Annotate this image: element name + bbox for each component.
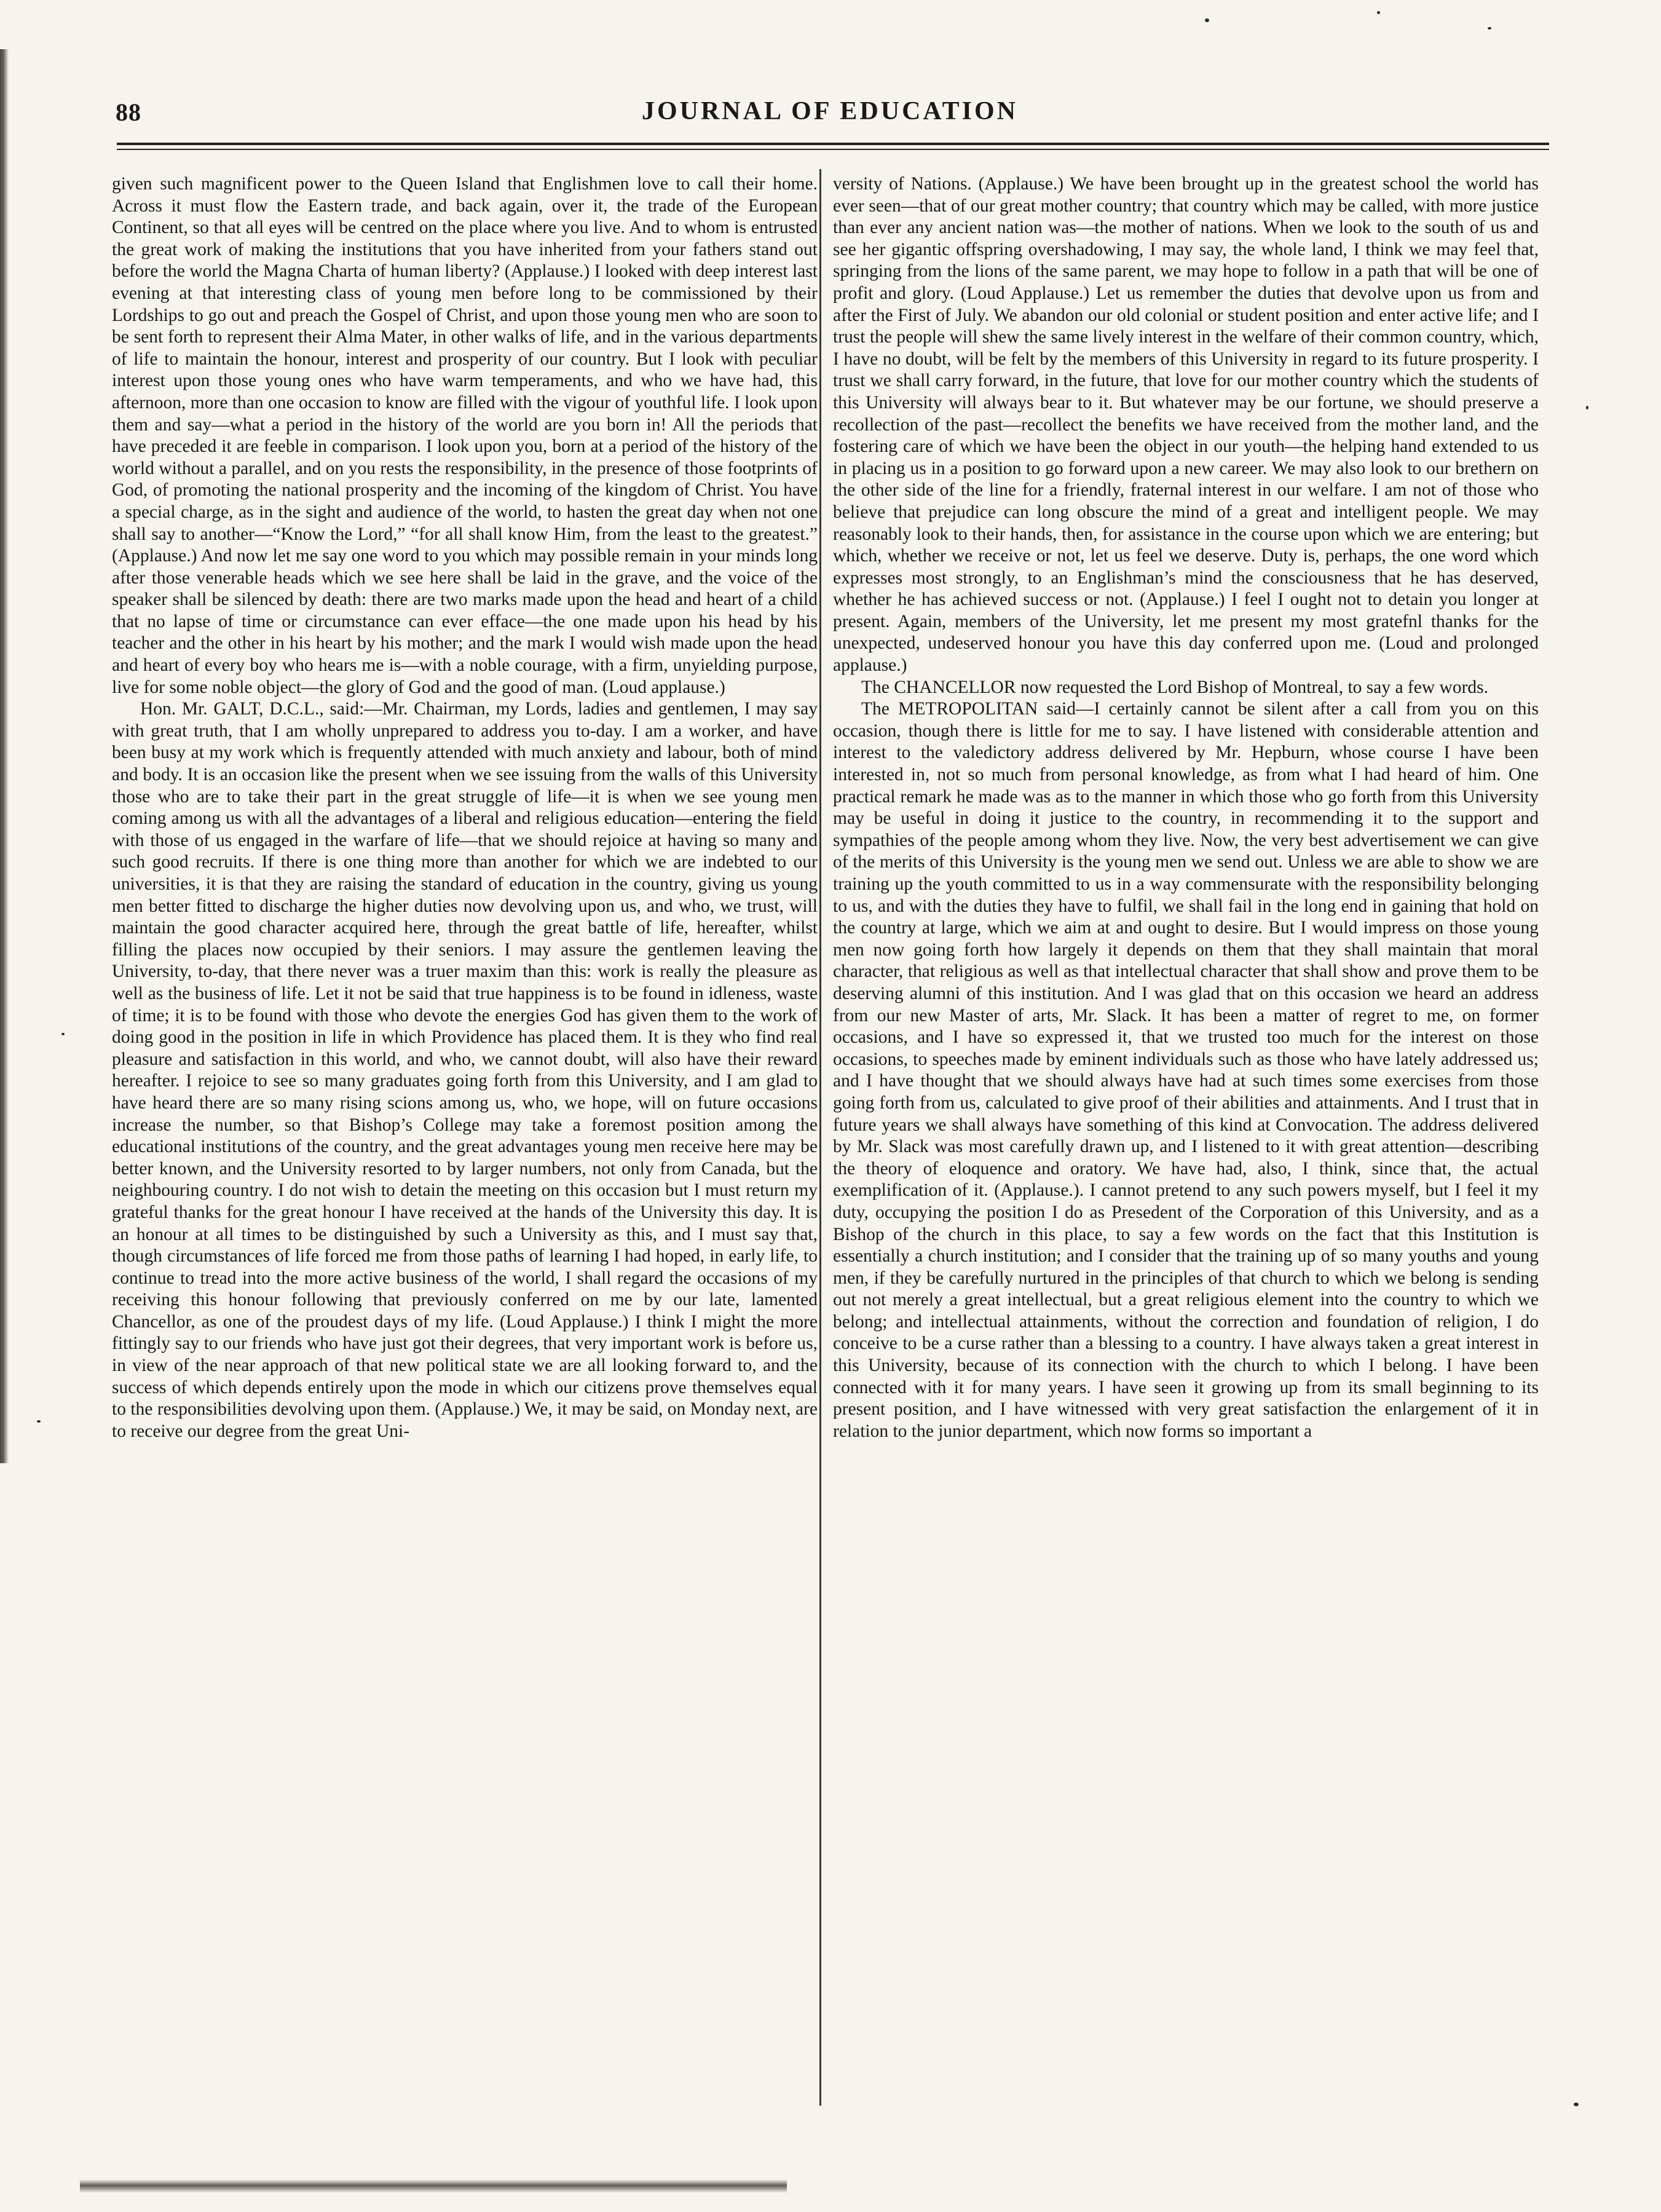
scan-edge-shadow	[0, 49, 9, 1463]
scan-speck	[37, 1420, 41, 1423]
scan-speck	[1586, 406, 1588, 409]
left-paragraph-1: given such magnificent power to the Queen Island that Englishmen love to call their home. Across it must flow the Eastern trade, and back again, over it, the trade of the European Continent, so that all eyes will be centred on the place where you live. And to whom is entrusted the great work of making the institutions that you have inherited from your fathers stand out before the world the Magna Charta of human liberty? (Applause.) I looked with deep interest last evening at that interesting class of young men before long to be commissioned by their Lordships to go out and preach the Gospel of Christ, and upon those young men who are soon to be sent forth to represent their Alma Mater, in other walks of life, and in the various departments of life to maintain the honour, interest and prosperity of our country. But I look with peculiar interest upon those young ones who have warm temperaments, and who we have had, this afternoon, more than one occasion to know are filled with the vigour of youthful life. I look upon them and say—what a period in the history of the world are you born in! All the periods that have preceded it are feeble in comparison. I look upon you, born at a period of the history of the world without a parallel, and on you rests the responsibility, in the presence of those footprints of God, of promoting the national prosperity and the incoming of the kingdom of Christ. You have a special charge, as in the sight and audience of the world, to hasten the great day when not one shall say to another—“Know the Lord,” “for all shall know Him, from the least to the greatest.” (Applause.) And now let me say one word to you which may possible remain in your minds long after those venerable heads which we see here shall be laid in the grave, and the voice of the speaker shall be silenced by death: there are two marks made upon the head and heart of a child that no lapse of time or circumstance can ever efface—the one made upon his head by his teacher and the other in his heart by his mother; and the mark I would wish made upon the head and heart of every boy who hears me is—with a noble courage, with a firm, unyielding purpose, live for some noble object—the glory of God and the good of man. (Loud applause.)	[112, 174, 818, 697]
right-column	[833, 173, 1539, 1442]
right-paragraph-metropolitan: The METROPOLITAN said—I certainly cannot be silent after a call from you on this occasion, though there is little for me to say. I have listened with considerable attention and interest to the valedictory address delivered by Mr. Hepburn, whose course I have been interested in, not so much from personal knowledge, as from what I had heard of him. One practical remark he made was as to the manner in which those who go forth from this University may be useful in doing it justice to the country, in recommending it to the support and sympathies of the people among whom they live. Now, the very best advertisement we can give of the merits of this University is the young men we send out. Unless we are able to show we are training up the youth committed to us in a way commensurate with the responsibility belonging to us, and with the duties they have to fulfil, we shall fail in the long end in gaining that hold on the country at large, which we aim at and ought to desire. But I would impress on those young men now going forth how largely it depends on them that they shall maintain that moral character, that religious as well as that intellectual character that shall show and prove them to be deserving alumni of this institution. And I was glad that on this occasion we heard an address from our new Master of arts, Mr. Slack. It has been a matter of regret to me, on former occasions, and I have so expressed it, that we trusted too much for the interest on those occasions, to speeches made by eminent individuals such as those who have lately addressed us; and I have thought that we should always have had at such times some exercises from those going forth from us, calculated to give proof of their abilities and attainments. And I trust that in future years we shall always have something of this kind at Convocation. The address delivered by Mr. Slack was most carefully drawn up, and I listened to it with great attention—describing the theory of eloquence and oratory. We have had, also, I think, since that, the actual exemplification of it. (Applause.). I cannot pretend to any such powers myself, but I feel it my duty, occupying the position I do as Presedent of the Corporation of this University, and as a Bishop of the church in this place, to say a few words on the fact that this Institution is essentially a church institution; and I consider that the training up of so many youths and young men, if they be carefully nurtured in the principles of that church to which we belong is sending out not merely a great intellectual, but a great religious element into the country to which we belong; and intellectual attainments, without the correction and foundation of religion, I do conceive to be a curse rather than a blessing to a country. I have always taken a great interest in this University, because of its connection with the church to which I belong. I have been connected with it for many years. I have seen it growing up from its small beginning to its present position, and I have witnessed with very great satisfaction the enlargement of it in relation to the junior department, which now forms so important a	[833, 699, 1539, 1441]
left-column	[112, 173, 818, 1442]
running-header	[111, 95, 1549, 132]
header-rule-thin	[117, 149, 1549, 150]
scan-speck	[1574, 2103, 1579, 2106]
left-paragraph-galt-speech: Hon. Mr. GALT, D.C.L., said:—Mr. Chairman, my Lords, ladies and gentlemen, I may say with great truth, that I am wholly unprepared to address you to-day. I am a worker, and have been busy at my work which is frequently attended with much anxiety and labour, both of mind and body. It is an occasion like the present when we see issuing from the walls of this University those who are to take their part in the great struggle of life—it is when we see young men coming among us with all the advantages of a liberal and religious education—entering the field with those of us engaged in the warfare of life—that we should rejoice at having so many and such good recruits. If there is one thing more than another for which we are indebted to our universities, it is that they are raising the standard of education in the country, giving us young men better fitted to discharge the higher duties now devolving upon us, and who, we trust, will maintain the good character acquired here, through the great battle of life, hereafter, whilst filling the places now occupied by their seniors. I may assure the gentlemen leaving the University, to-day, that there never was a truer maxim than this: work is really the pleasure as well as the business of life. Let it not be said that true happiness is to be found in idleness, waste of time; it is to be found with those who devote the energies God has given them to the work of doing good in the position in life in which Providence has placed them. It is they who find real pleasure and satisfaction in this world, and who, we cannot doubt, will also have their reward hereafter. I rejoice to see so many graduates going forth from this University, and I am glad to have heard there are so many rising scions among us, who, we hope, will on future occasions increase the number, so that Bishop’s College may take a foremost position among the educational institutions of the country, and the great advantages young men receive here may be better known, and the University resorted to by larger numbers, not only from Canada, but the neighbouring country. I do not wish to detain the meeting on this occasion but I must return my grateful thanks for the great honour I have received at the hands of the University this day. It is an honour at all times to be distinguished by such a University as this, and I must say that, though circumstances of life forced me from those paths of learning I had hoped, in early life, to continue to tread into the more active business of the world, I shall regard the occasions of my receiving this honour following that previously conferred on me by our late, lamented Chancellor, as one of the proudest days of my life. (Loud Applause.) I think I might the more fittingly say to our friends who have just got their degrees, that very important work is before us, in view of the near approach of that new political state we are all looking forward to, and the success of which depends entirely upon the mode in which our citizens prove themselves equal to the responsibilities devolving upon them. (Applause.) We, it may be said, on Monday next, are to receive our degree from the great Uni-	[112, 699, 818, 1441]
right-paragraph-1: versity of Nations. (Applause.) We have been brought up in the greatest school the world has ever seen—that of our great mother country; that country which may be called, with more justice than ever any ancient nation was—the mother of nations. When we look to the south of us and see her gigantic offspring overshadowing, I may say, the whole land, I think we may feel that, springing from the lions of the same parent, we may hope to follow in a path that will be one of profit and glory. (Loud Applause.) Let us remember the duties that devolve upon us from and after the First of July. We abandon our old colonial or student position and enter active life; and I trust the people will shew the same lively interest in the welfare of their common country, which, I have no doubt, will be felt by the members of this University in regard to its future prosperity. I trust we shall carry forward, in the future, that love for our mother country which the students of this University will always bear to it. But whatever may be our fortune, we should preserve a recollection of the past—recollect the benefits we have received from the mother land, and the fostering care of which we have been the object in our youth—the helping hand extended to us in placing us in a position to go forward upon a new career. We may also look to our brethern on the other side of the line for a friendly, fraternal interest in our welfare. I am not of those who believe that prejudice can long obscure the mind of a great and intelligent people. We may reasonably look to their hands, then, for assistance in the course upon which we are entering; but which, whether we receive or not, let us feel we deserve. Duty is, perhaps, the one word which expresses most strongly, to an Englishman’s mind the consciousness that he has deserved, whether he has achieved success or not. (Applause.) I feel I ought not to detain you longer at present. Again, members of the University, let me present my most gratefnl thanks for the unexpected, undeserved honour you have this day conferred upon me. (Loud and prolonged applause.)	[833, 174, 1539, 676]
scan-bottom-smear	[80, 2179, 787, 2193]
running-title: JOURNAL OF EDUCATION	[641, 97, 1019, 125]
scan-speck	[1377, 11, 1380, 14]
scan-speck	[61, 1033, 65, 1035]
header-rule-thick	[117, 143, 1549, 145]
column-divider	[819, 169, 821, 2106]
right-paragraph-chancellor: The CHANCELLOR now requested the Lord Bishop of Montreal, to say a few words.	[861, 677, 1489, 697]
scan-speck	[1488, 27, 1491, 30]
scan-speck	[1205, 18, 1209, 22]
page-number: 88	[116, 98, 141, 126]
